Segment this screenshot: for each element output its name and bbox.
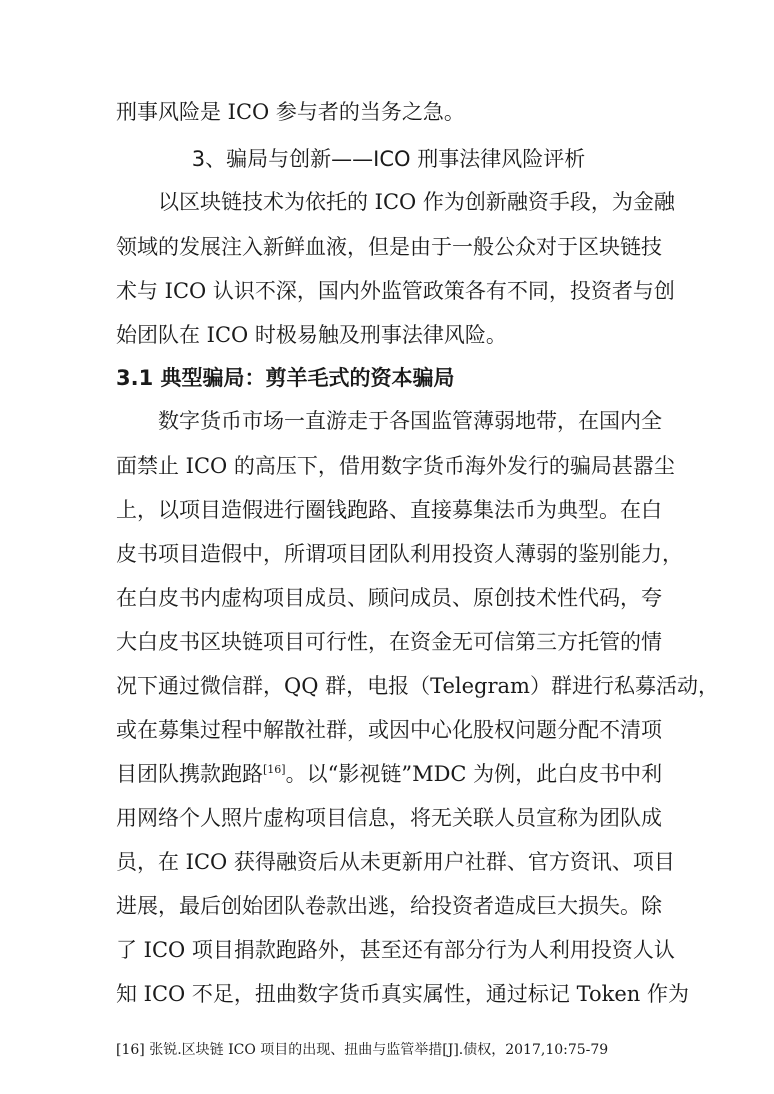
footnote: [16] 张锐.区块链 ICO 项目的出现、扭曲与监管举措[J].债权，2017,10:75-79 xyxy=(116,1042,609,1058)
paragraph-line-with-citation xyxy=(116,760,661,788)
paragraph-line: 数字货币市场一直游走于各国监管薄弱地带，在国内全 xyxy=(158,409,662,433)
paragraph-line: 知 ICO 不足，扭曲数字货币真实属性，通过标记 Token 作为 xyxy=(116,982,689,1006)
section-heading-3-1: 3.1 典型骗局：剪羊毛式的资本骗局 xyxy=(116,366,455,390)
paragraph-line: 面禁止 ICO 的高压下，借用数字货币海外发行的骗局甚嚣尘 xyxy=(116,454,675,478)
paragraph-line: 领域的发展注入新鲜血液，但是由于一般公众对于区块链技 xyxy=(116,235,662,259)
paragraph-line: 用网络个人照片虚构项目信息，将无关联人员宣称为团队成 xyxy=(116,806,662,830)
paragraph-line: 上，以项目造假进行圈钱跑路、直接募集法币为典型。在白 xyxy=(116,498,662,522)
paragraph-line: 进展，最后创始团队卷款出逃，给投资者造成巨大损失。除 xyxy=(116,894,662,918)
line-text: 目团队携款跑路 xyxy=(116,762,263,786)
paragraph-line: 或在募集过程中解散社群，或因中心化股权问题分配不清项 xyxy=(116,718,662,742)
paragraph-line: 了 ICO 项目捐款跑路外，甚至还有部分行为人利用投资人认 xyxy=(116,938,675,962)
section-heading-3: 3、骗局与创新——ICO 刑事法律风险评析 xyxy=(191,147,586,171)
paragraph-line: 术与 ICO 认识不深，国内外监管政策各有不同，投资者与创 xyxy=(116,279,675,303)
paragraph-line: 始团队在 ICO 时极易触及刑事法律风险。 xyxy=(116,323,507,347)
paragraph-line: 况下通过微信群，QQ 群，电报（Telegram）群进行私募活动， xyxy=(116,674,719,698)
paragraph-line: 刑事风险是 ICO 参与者的当务之急。 xyxy=(116,100,465,124)
paragraph-line: 大白皮书区块链项目可行性，在资金无可信第三方托管的情 xyxy=(116,630,662,654)
paragraph-line: 以区块链技术为依托的 ICO 作为创新融资手段，为金融 xyxy=(158,190,675,214)
paragraph-line: 员，在 ICO 获得融资后从未更新用户社群、官方资讯、项目 xyxy=(116,850,675,874)
paragraph-line: 皮书项目造假中，所谓项目团队利用投资人薄弱的鉴别能力， xyxy=(116,542,683,566)
line-text: 。以“影视链”MDC 为例，此白皮书中利 xyxy=(285,762,663,786)
citation-marker: [16] xyxy=(263,763,286,776)
paragraph-line: 在白皮书内虚构项目成员、顾问成员、原创技术性代码，夸 xyxy=(116,586,662,610)
